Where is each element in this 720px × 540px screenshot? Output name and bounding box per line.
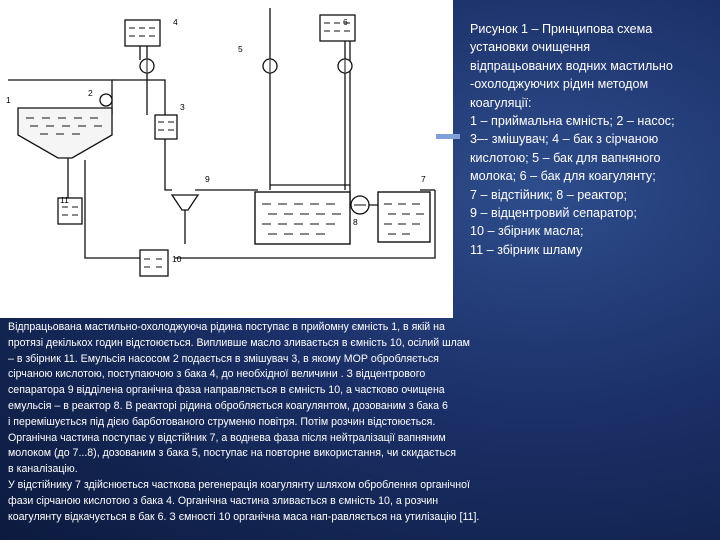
settler-7 (378, 192, 430, 242)
body-line: протязі декількох годин відстоюється. Випливше масло зливається в ємність 10, осілий шлам (8, 336, 470, 349)
receiving-tank-1 (18, 108, 112, 158)
oil-line (85, 160, 153, 258)
label-7: 7 (421, 174, 426, 184)
acid-tank-4 (125, 20, 160, 46)
body-line: У відстійнику 7 здійснюється часткова регенерація коагулянту шляхом оброблення органічної (8, 478, 470, 491)
label-2: 2 (88, 88, 93, 98)
body-line: сепаратора 9 відділена органічна фаза направляється в ємність 10, а частково очищена (8, 384, 445, 397)
caption-line: 10 – збірник масла; (470, 224, 584, 239)
label-9: 9 (205, 174, 210, 184)
process-description (8, 320, 598, 525)
body-line: коагулянту відкачується в бак 6. З ємності 10 органічна маса нап-равляється на утилізацію [11]. (8, 510, 480, 523)
label-1: 1 (6, 95, 11, 105)
body-line: і перемішується під дією барботованого струменю повітря. Потім розчин відстоюється. (8, 415, 436, 428)
caption-line: кислотою; 5 – бак для вапняного (470, 150, 661, 165)
pointer-bar (436, 134, 460, 139)
caption-line: Рисунок 1 – Принципова схема (470, 22, 653, 36)
body-line: Органічна частина поступає у відстійник 7, а воднева фаза після нейтралізації вапняним (8, 431, 446, 444)
body-line: – в збірник 11. Емульсія насосом 2 подається в змішувач 3, в якому МОР обробляється (8, 352, 439, 365)
oil-collector-10 (140, 250, 168, 276)
pump-2-icon (100, 94, 112, 106)
mixer-3 (155, 115, 177, 139)
caption-line: молока; 6 – бак для коагулянту; (470, 169, 656, 184)
caption-line: 7 – відстійник; 8 – реактор; (470, 187, 628, 202)
figure-caption (470, 20, 715, 259)
caption-line: 1 – приймальна ємність; 2 – насос; (470, 114, 675, 129)
caption-line: установки очищення (470, 40, 591, 55)
label-11: 11 (60, 195, 69, 205)
body-line: молоком (до 7...8), дозованим з бака 5, поступає на повторне використання, чи скидається (8, 447, 456, 460)
body-line: Відпрацьована мастильно-охолоджуюча рідина поступає в прийомну ємність 1, в якій на (8, 321, 445, 333)
pipe-to-mixer (112, 80, 165, 115)
scheme-drawing (0, 0, 453, 318)
coagulant-tank-6 (320, 15, 355, 41)
label-5: 5 (238, 44, 243, 54)
label-8: 8 (353, 217, 358, 227)
caption-line: 9 – відцентровий сепаратор; (470, 206, 637, 221)
centrifugal-separator-9 (172, 195, 198, 210)
body-line: в каналізацію. (8, 463, 78, 476)
reactor-8 (255, 192, 350, 244)
caption-line: відпрацьованих водних мастильно (470, 58, 673, 73)
body-line: сірчаною кислотою, поступаючою з бака 4, до необхідної величини . З відцентрового (8, 368, 426, 381)
body-line: фази сірчаною кислотою з бака 4. Органічна частина зливається в ємність 10, а розчин (8, 494, 439, 507)
label-3: 3 (180, 102, 185, 112)
caption-line: 3–- змішувач; 4 – бак з сірчаною (470, 132, 659, 147)
body-line: емульсія – в реактор 8. В реакторі рідина обробляється коагулянтом, дозованим з бака 6 (8, 399, 448, 412)
label-6: 6 (343, 17, 348, 27)
caption-line: коагуляції: (470, 95, 532, 110)
process-scheme-diagram (0, 0, 453, 318)
mixer-outlet-pipe (165, 138, 172, 190)
caption-line: -охолоджуючих рідин методом (470, 77, 649, 92)
label-4: 4 (173, 17, 178, 27)
label-10: 10 (172, 254, 182, 264)
caption-line: 11 – збірник шламу (470, 242, 583, 257)
